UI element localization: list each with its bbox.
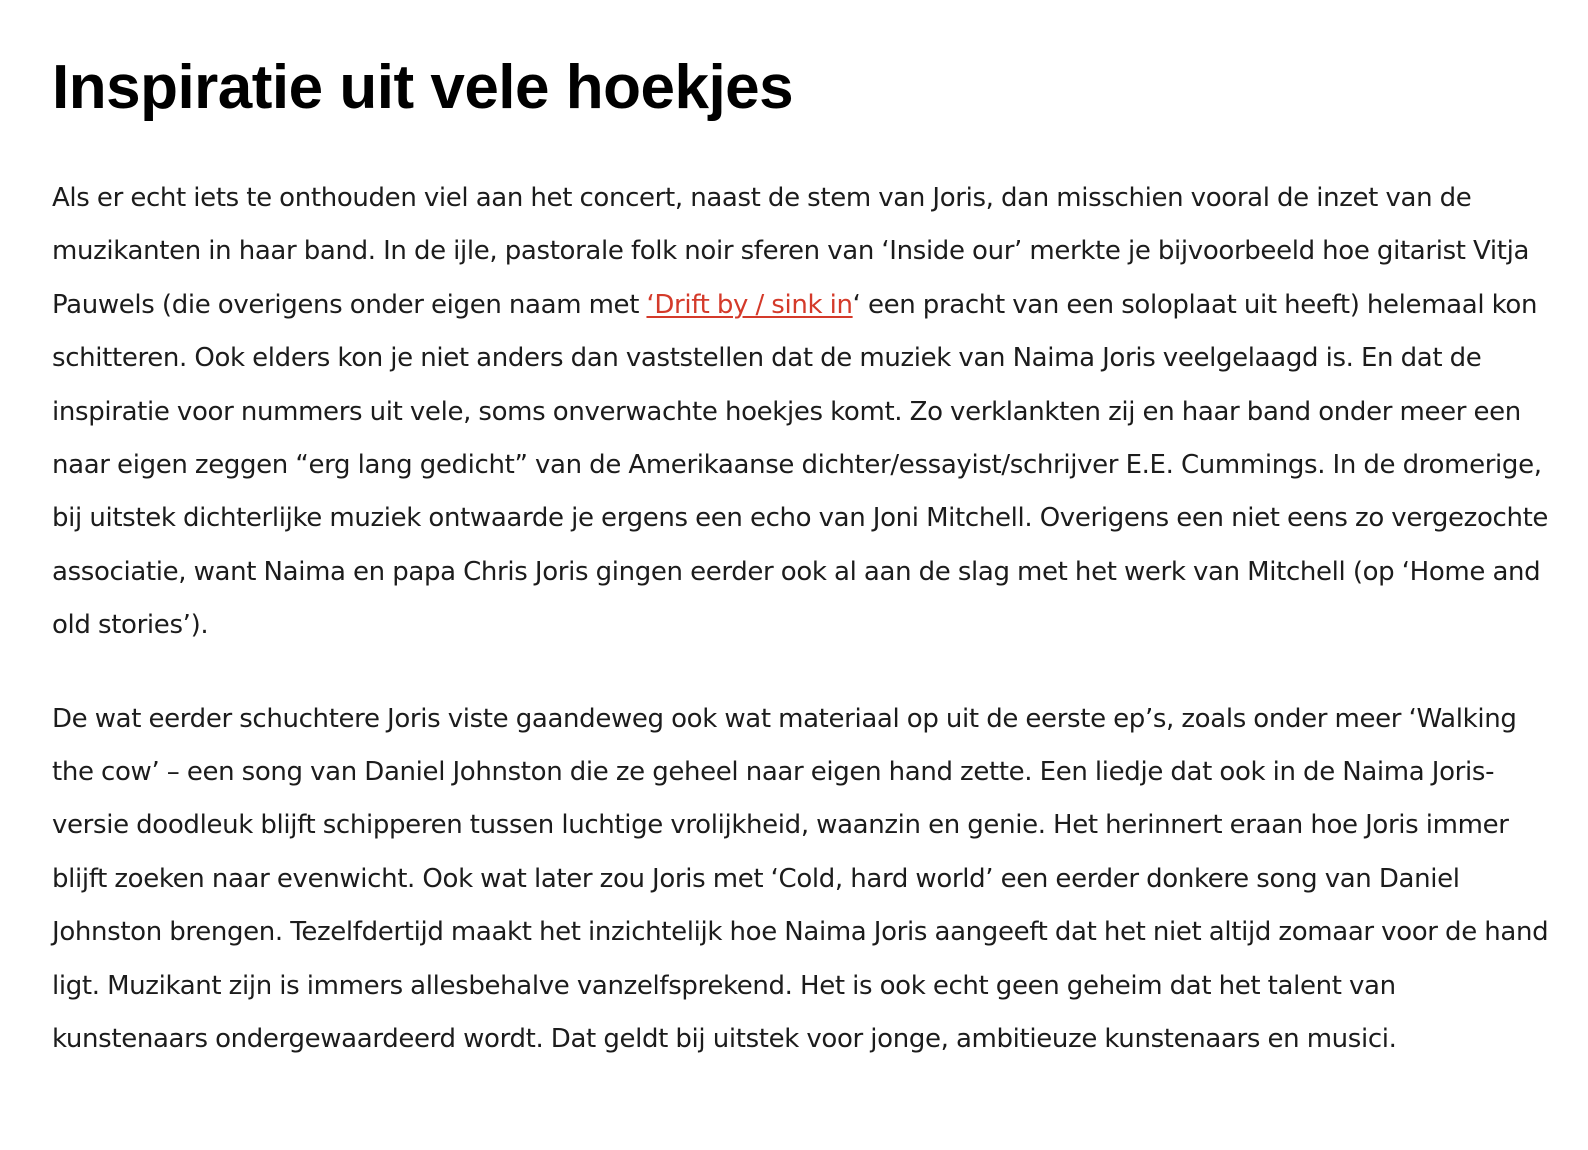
drift-by-sink-in-link[interactable]: ‘Drift by / sink in	[646, 289, 853, 320]
paragraph-1	[52, 172, 1552, 653]
section-heading: Inspiratie uit vele hoekjes	[52, 53, 794, 122]
paragraph-1-text-before-link: Als er echt iets te onthouden viel aan het concert, naast de stem van Joris, dan misschien vooral de inzet van de muzikanten in haar band. In de ijle, pastorale folk noir sferen van ‘Inside our’ merkte je bijvoorbeeld hoe gitarist Vitja Pauwels (die overigens onder eigen naam met	[52, 183, 1530, 320]
article-body	[52, 48, 1552, 1107]
paragraph-2: De wat eerder schuchtere Joris viste gaandeweg ook wat materiaal op uit de eerste ep’s, zoals onder meer ‘Walking the cow’ – een song van Daniel Johnston die ze geheel naar eigen hand zette. Een liedje dat ook in de Naima Joris-versie doodleuk blijft schipperen tussen luchtige vrolijkheid, waanzin en genie. Het herinnert eraan hoe Joris immer blijft zoeken naar evenwicht. Ook wat later zou Joris met ‘Cold, hard world’ een eerder donkere song van Daniel Johnston brengen. Tezelfdertijd maakt het inzichtelijk hoe Naima Joris aangeeft dat het niet altijd zomaar voor de hand ligt. Muzikant zijn is immers allesbehalve vanzelfsprekend. Het is ook echt geen geheim dat het talent van kunstenaars ondergewaardeerd wordt. Dat geldt bij uitstek voor jonge, ambitieuze kunstenaars en musici.	[52, 703, 1549, 1055]
paragraph-1-text-after-link: ‘ een pracht van een soloplaat uit heeft) helemaal kon schitteren. Ook elders kon je niet anders dan vaststellen dat de muziek van Naima Joris veelgelaagd is. En dat de inspiratie voor nummers uit vele, soms onverwachte hoekjes komt. Zo verklankten zij en haar band onder meer een naar eigen zeggen “erg lang gedicht” van de Amerikaanse dichter/essayist/schrijver E.E. Cummings. In de dromerige, bij uitstek dichterlijke muziek ontwaarde je ergens een echo van Joni Mitchell. Overigens een niet eens zo vergezochte associatie, want Naima en papa Chris Joris gingen eerder ook al aan de slag met het werk van Mitchell (op ‘Home and old stories’).	[52, 289, 1549, 641]
